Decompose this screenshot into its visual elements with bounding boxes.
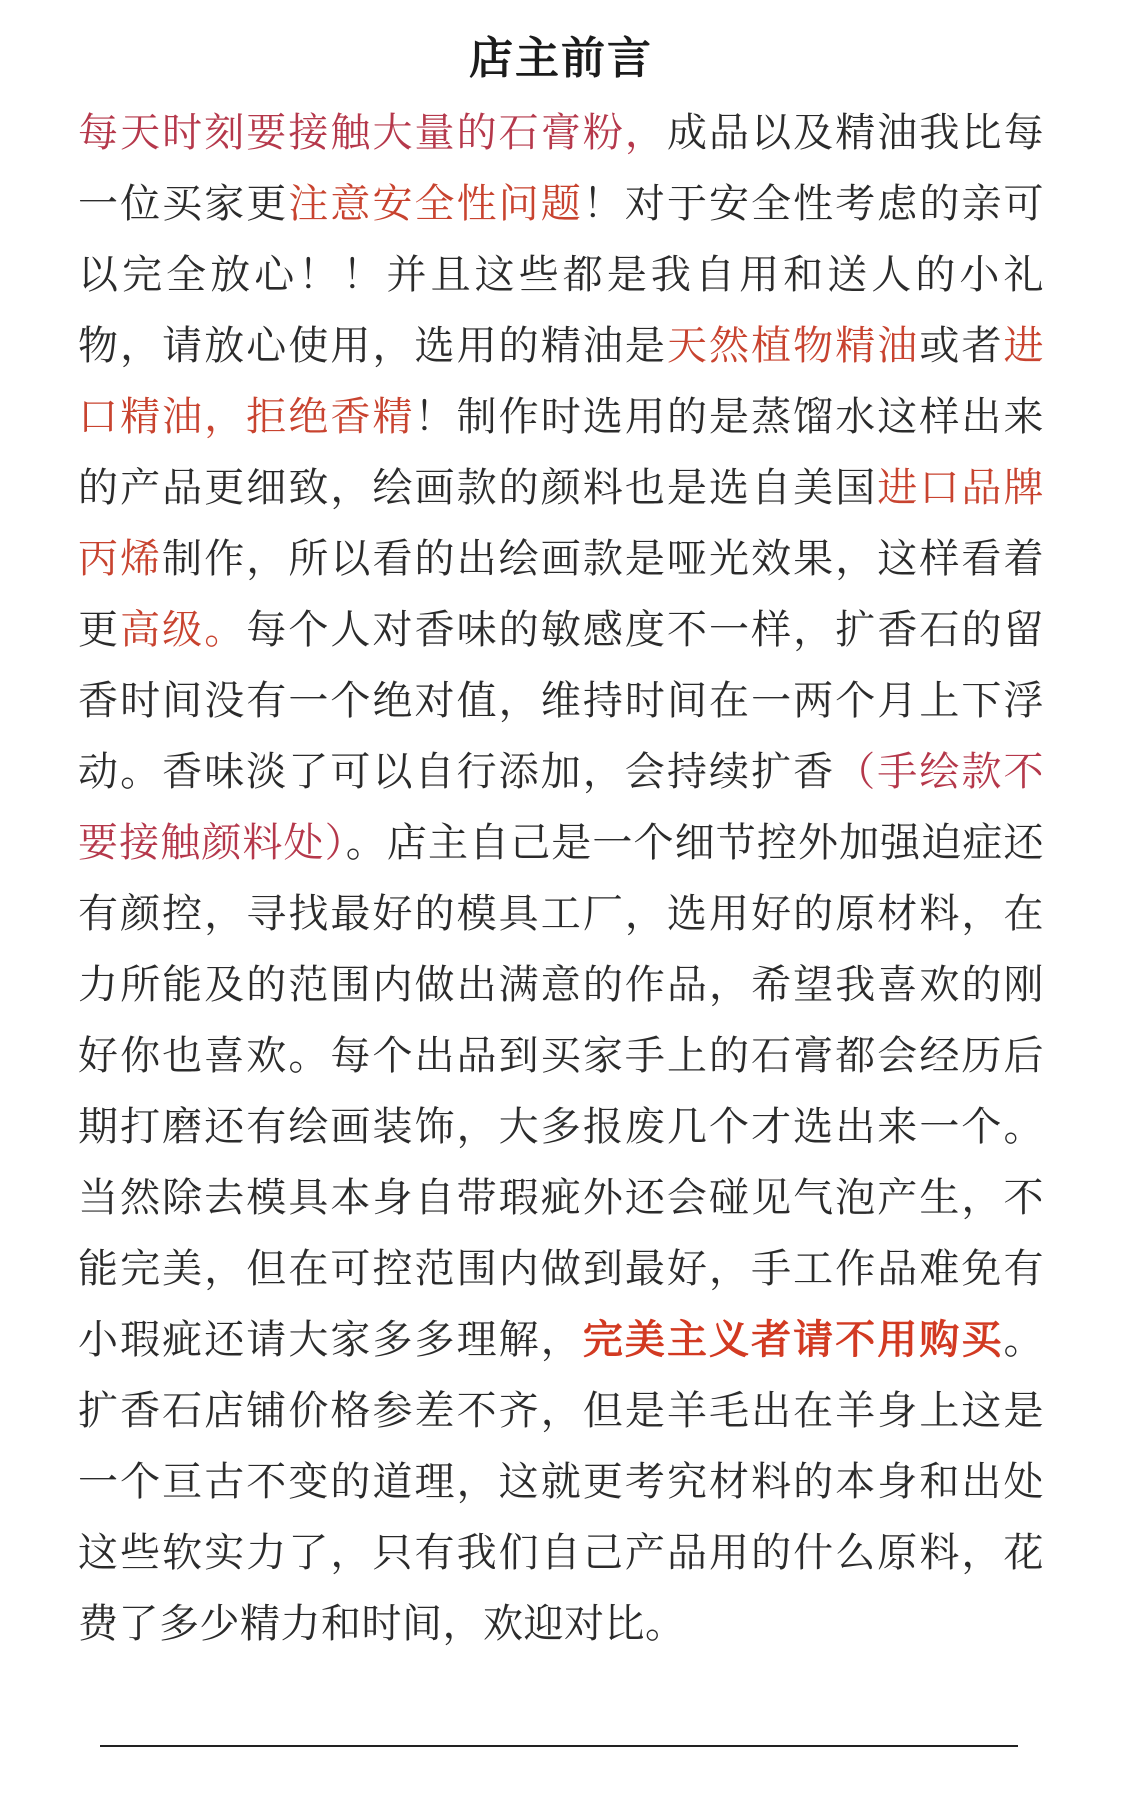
highlighted-text-segment: 天然植物精油 — [666, 323, 920, 369]
divider-line — [100, 1745, 1018, 1747]
text-segment: 。店主自己是一个细节控外加强迫症还有颜控，寻找最好的模具工厂，选用好的原材料，在力所能及的范围内做出满意的作品，希望我喜欢的刚好你也喜欢。每个出品到买家手上的石膏都会经历后期打磨还有绘画装饰，大多报废几个才选出来一个。当然除去模具本身自带瑕疵外还会碰见气泡产生，不能完美，但在可控范围内做到最好，手工作品难免有小瑕疵还请大家多多理解， — [78, 820, 1045, 1363]
text-segment: 每个人对香味的敏感度不一样，扩香石的留香时间没有一个绝对值，维持时间在一两个月上下浮动。香味淡了可以自行添加，会持续扩香 — [78, 607, 1045, 795]
highlighted-text-segment: （手绘款不要接触颜料处） — [78, 749, 1045, 866]
highlighted-text-segment: 注意安全性问题 — [288, 181, 583, 227]
highlighted-text-segment: 进口品牌丙烯 — [78, 465, 1045, 582]
highlighted-text-segment: 进口精油，拒绝香精 — [78, 323, 1045, 440]
text-segment: 成品以及精油我比每一位买家更 — [78, 110, 1045, 227]
preface-paragraph — [78, 98, 1044, 1660]
highlighted-text-segment: 完美主义者请不用购买 — [582, 1317, 1004, 1363]
text-segment: ！制作时选用的是蒸馏水这样出来的产品更细致，绘画款的颜料也是选自美国 — [78, 394, 1045, 511]
text-segment: 或者 — [919, 323, 1004, 369]
highlighted-text-segment: 每天时刻要接触大量的石膏粉， — [78, 110, 667, 156]
text-segment: ！对于安全性考虑的亲可以完全放心！！并且这些都是我自用和送人的小礼物，请放心使用，选用的精油是 — [78, 181, 1045, 369]
text-segment: 。扩香石店铺价格参差不齐，但是羊毛出在羊身上这是一个亘古不变的道理，这就更考究材料的本身和出处这些软实力了，只有我们自己产品用的什么原料，花费了多少精力和时间，欢迎对比。 — [78, 1317, 1045, 1647]
text-segment: 制作，所以看的出绘画款是哑光效果，这样看着更 — [78, 536, 1045, 653]
page-title: 店主前言 — [469, 33, 653, 84]
highlighted-text-segment: 高级。 — [120, 607, 247, 653]
